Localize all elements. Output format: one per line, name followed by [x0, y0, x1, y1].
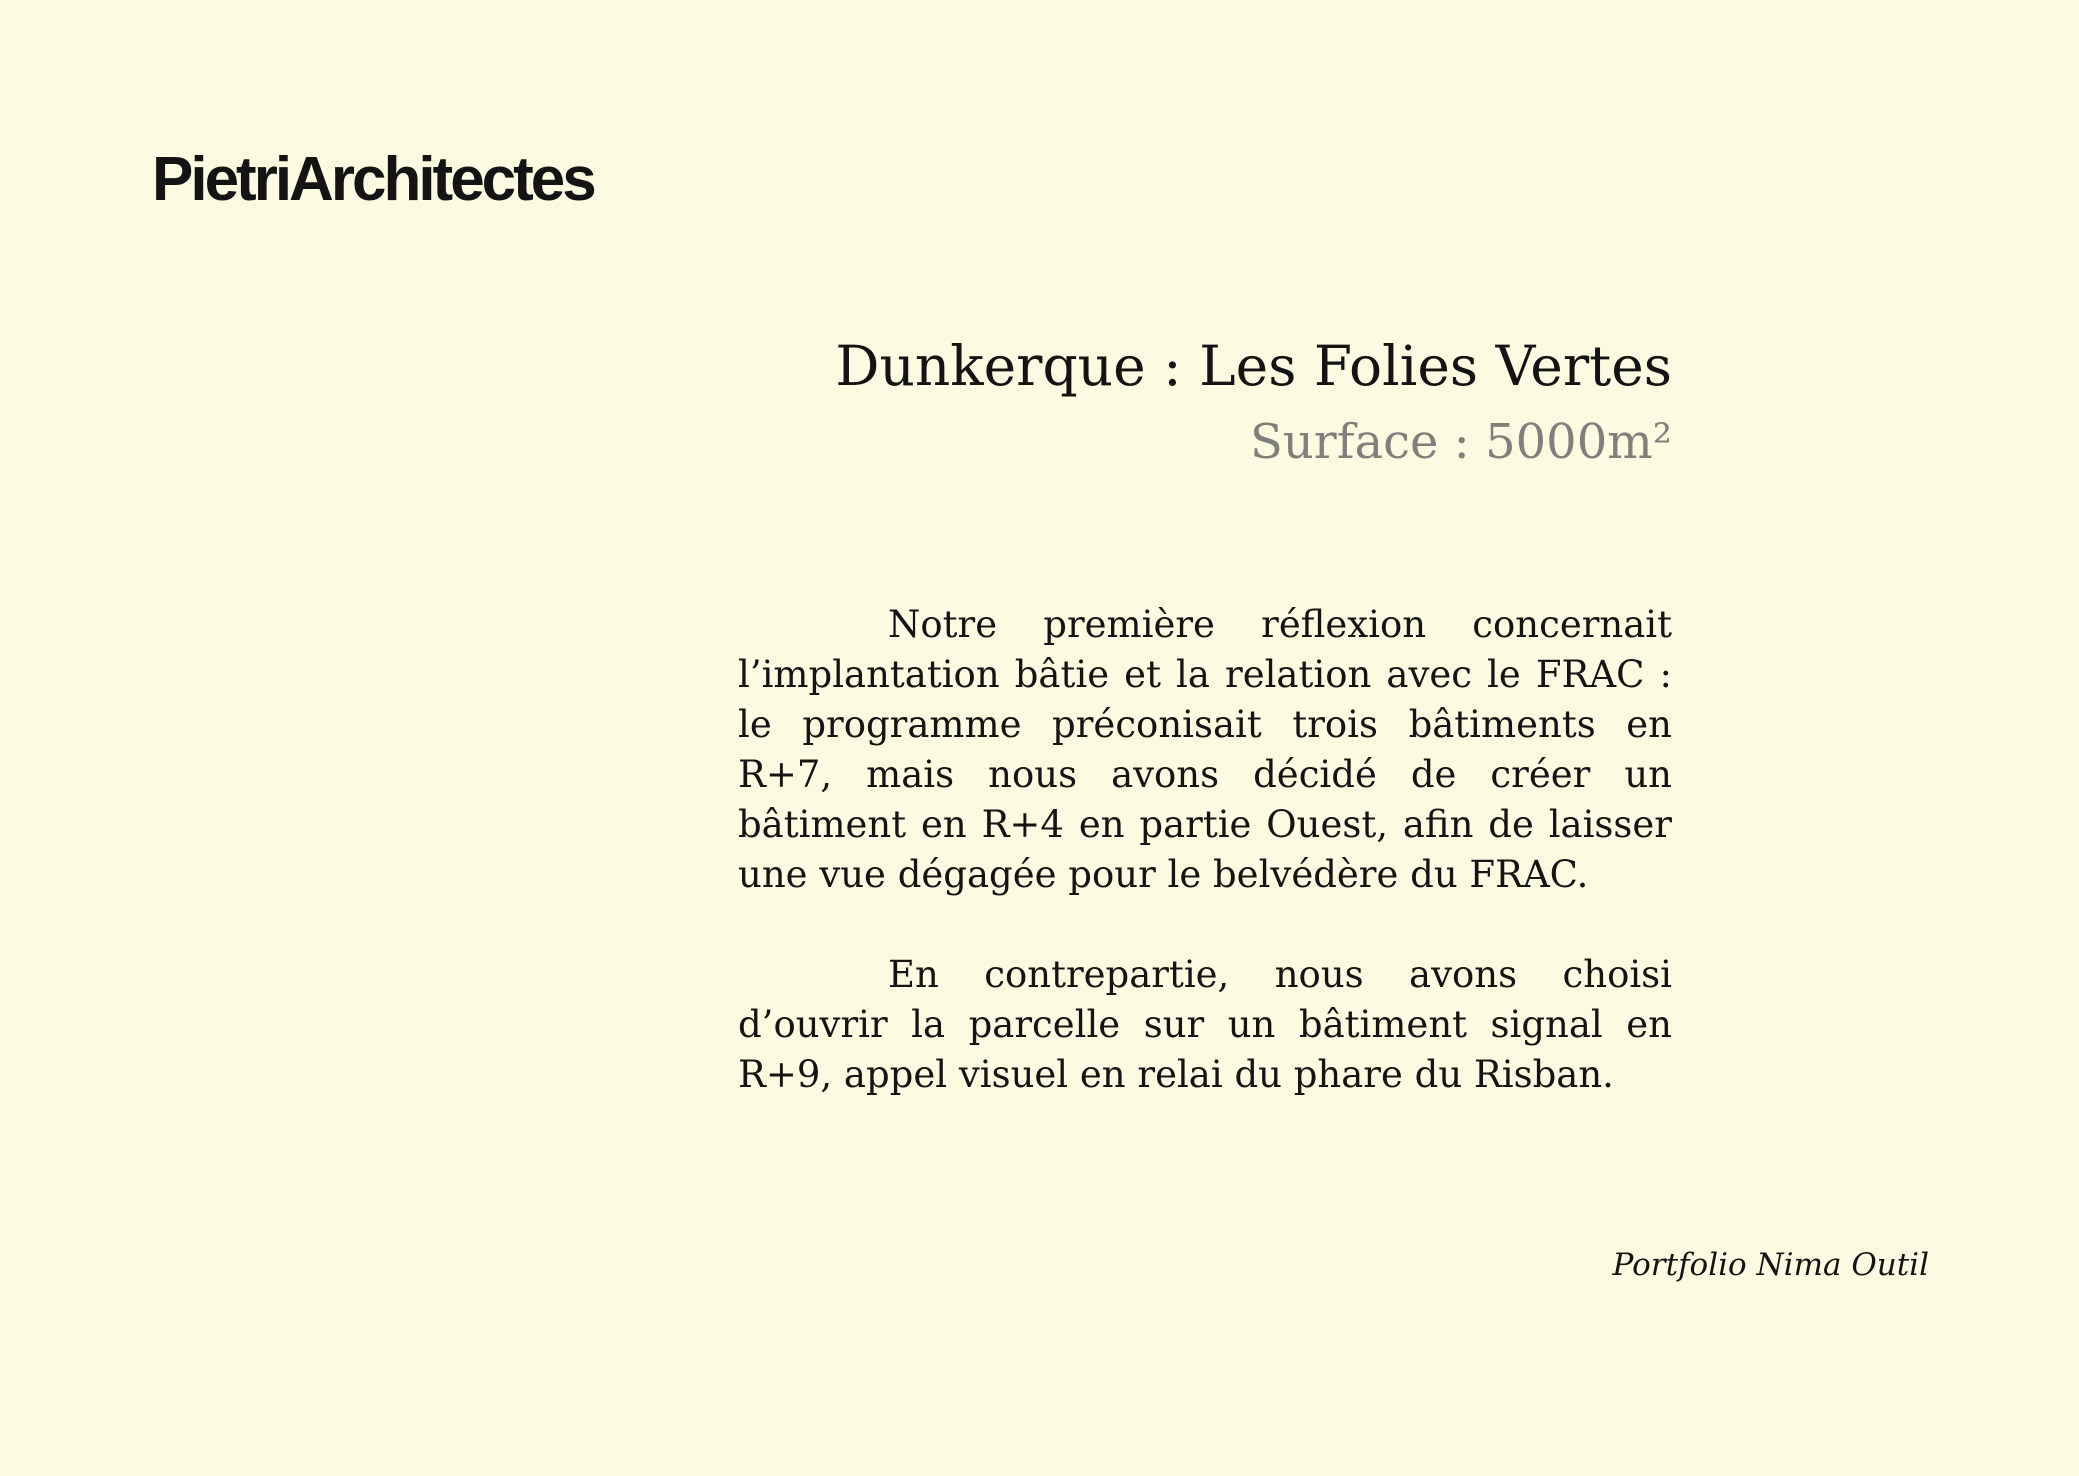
project-description [738, 600, 1672, 1100]
description-paragraph-2: En contrepartie, nous avons choisi d’ouvrir la parcelle sur un bâtiment signal en R+9, appel visuel en relai du phare du Risban. [738, 953, 1672, 1096]
portfolio-footer: Portfolio Nima Outil [1612, 1247, 1929, 1283]
project-title: Dunkerque : Les Folies Vertes [835, 334, 1672, 398]
company-logo: PietriArchitectes [152, 145, 594, 214]
project-heading [835, 326, 1672, 476]
project-surface: Surface : 5000m² [1249, 414, 1672, 470]
description-paragraph-1: Notre première réflexion concernait l’implantation bâtie et la relation avec le FRAC : le programme préconisait trois bâtiments en R+7, mais nous avons décidé de créer un bâtiment en R+4 en partie Ouest, afin de laisser une vue dégagée pour le belvédère du FRAC. [738, 603, 1672, 896]
